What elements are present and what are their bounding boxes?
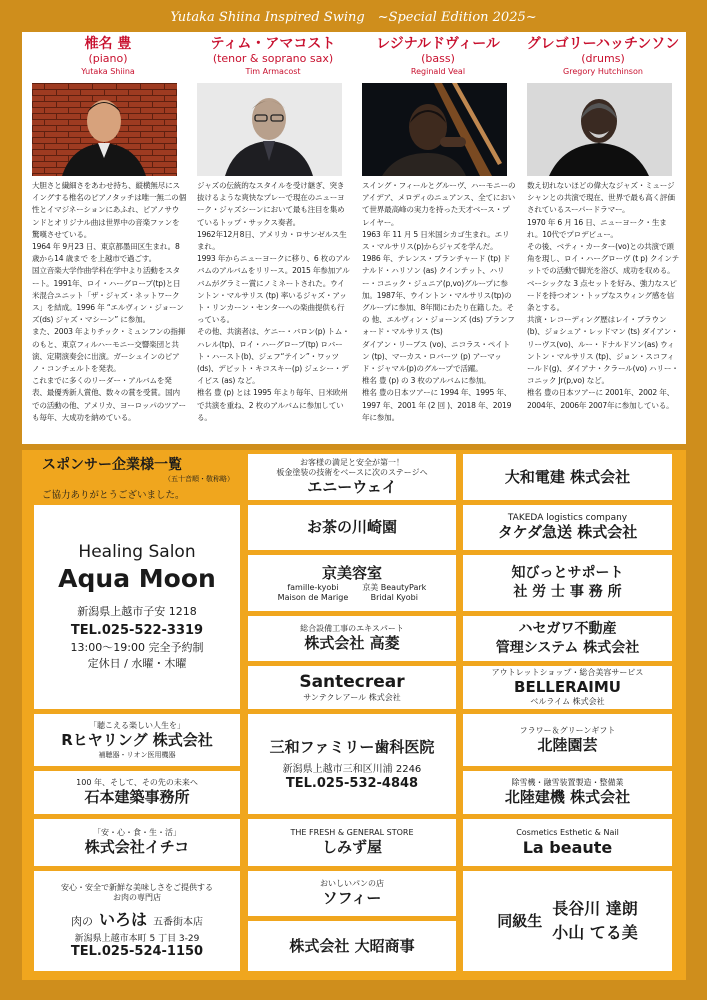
member-card-veal <box>358 36 518 424</box>
sponsor-brand: 京美 BeautyPark <box>362 582 427 592</box>
sponsor-tagline: 板金塗装の技術をベースに次のステージへ <box>276 467 428 477</box>
member-name-en: Yutaka Shiina <box>81 67 135 76</box>
sponsor-name: 株式会社 大昭商事 <box>289 936 415 955</box>
sponsor-sanwa <box>248 714 456 814</box>
sponsor-tagline: お客様の満足と安全が第一！ <box>300 457 404 467</box>
member-bio: スイング・フィールとグルーヴ、ハーモニーのアイデア、メロディのニュアンス、全てにおいて世界最高峰の実力を持った天才ベース・プレイヤー。 1963 年 11 月 5 日米国シカゴ生まれ。エリス・マルサリス(p)からジャズを学んだ。1986 年、テレンス・ブランチャード (tp) ドナルド・ハリソン (as) クインテット、ハリー・コニック・ジュニア(p,vo)グループに参加。1987年、ウイントン・マルサリス(tp)のグループに参加、8年間にわたり在籍した。その 他、エルヴィン・ジョーンズ (ds) ブランフォード・マルサリス (ts) ダイアン・リーブス (vo)、ニコラス・ペイトン (tp)、マーカス・ロバーツ (p) アーマッド・ジャマル(p)のグループで活躍。 椎名 豊 (p) の 3 枚のアルバムに参加。 椎名 豊の日本ツアーに 1994 年、1995 年、1997 年、2001 年 (2 回 )、2018 年、2019 年に参加。 <box>362 181 516 422</box>
member-name-en: Reginald Veal <box>410 67 466 76</box>
sponsor-order-note: （五十音順・敬称略） <box>164 475 234 483</box>
sponsor-name: 大和電建 株式会社 <box>504 467 631 486</box>
member-photo <box>527 83 672 176</box>
sponsor-tagline: THE FRESH & GENERAL STORE <box>290 828 414 837</box>
member-bio: 大胆さと繊細さをあわせ持ち、縦横無尽にスイングする椎名のピアノタッチは唯一無二の個性とイマジネーションにあふれ、ピアノサウンドとオリジナル曲は世界中の音楽ファンを驚嘆させている。 1964 年 9月23 日、東京都墨田区生まれ。8歳から14 歳まで を上越市で過ごす。 国立音楽大学作曲学科在学中より活動をスタート。1991年、ロイ・ハーグローブ(tp)と日米混合ユニット「ザ・ジャズ・ネットワークス」を結成。1996 年 “エルヴィン・ジョーンズ(ds) ジャズ・マシーン” に参加。 また、2003 年よりチック・ミュンフンの指揮のもと、東京フィルハーモニー交響楽団と共演、定期演奏会に出演。ガーシュインのピアノ・コンチェルトを発表。 これまでに多くのリーダー・アルバムを発表、最優秀新人賞他、数々の賞を受賞。国内での活動の他、アメリカ、ヨーロッパのツアーも毎年、大成功を納めている。 <box>32 181 186 422</box>
member-name-en: Gregory Hutchinson <box>563 67 643 76</box>
sponsor-kawasaki <box>248 505 456 550</box>
page-title: Yutaka Shiina Inspired Swing ~Special Edition 2025~ <box>170 10 537 25</box>
sponsor-subtitle: サンテクレアール 株式会社 <box>303 693 401 702</box>
sponsor-subtitle: 補聴器・リオン医用機器 <box>98 750 176 759</box>
member-name-en: Tim Armacost <box>245 67 301 76</box>
sponsor-name: しみず屋 <box>321 838 382 856</box>
sponsor-name: 株式会社イチコ <box>84 838 190 856</box>
sponsor-hokuriku-kenki <box>463 771 672 814</box>
sponsor-takabishi <box>248 616 456 661</box>
sponsor-name: 北陸建機 株式会社 <box>504 788 631 806</box>
sponsor-address: 新潟県上越市子安 1218 <box>77 605 197 618</box>
sponsor-title: スポンサー企業様一覧 <box>42 457 182 473</box>
member-instrument: (tenor & soprano sax) <box>212 52 334 65</box>
member-bio: 数え切れないほどの偉大なジャズ・ミュージシャンとの共演で現在、世界で最も高く評価されているスーパードラマー。 1970 年 6 月 16 日、ニューヨーク・生まれ。10代でプロデビュー。 その後、ベティ・カーター(vo)との共演で頭角を現し、ロイ・ハーグローヴ (t p) クインテットでの活動で脚光を浴び、成功を収める。 ベーシックな 3 点セットを好み、強力なスピードを持つオン・トップなスウィング感を信条とする。 共演・レコーディング歴はレイ・ブラウン(b)、ジョシュア・レッドマン (ts) ダイアン・リーヴス(vo)、ルー・ドナルドソン(as) ウィントン・マルサリス (tp)、ジョン・スコフィールド(g)、ダイアナ・クラール(vo) ハリー・コニック Jr(p,vo) など。 椎名 豊の日本ツアーに 2001年、2002 年、2004年、2006年 2007年に参加している。 <box>527 181 680 410</box>
sponsor-name: 管理システム 株式会社 <box>495 639 640 656</box>
member-name-ja: グレゴリーハッチンソン <box>526 36 680 52</box>
sponsor-name: タケダ急送 株式会社 <box>497 523 638 541</box>
sponsor-sophie <box>248 871 456 916</box>
sponsor-tagline: Cosmetics Esthetic & Nail <box>516 828 619 837</box>
sponsor-name: 株式会社 高菱 <box>304 634 400 652</box>
member-photo <box>32 83 177 176</box>
sponsor-hokuriku-engei <box>463 714 672 766</box>
sponsor-classmates <box>463 871 672 971</box>
sponsor-brand: famille-kyobi <box>287 582 339 592</box>
sponsor-name: 三和ファミリー歯科医院 <box>269 737 435 756</box>
sponsor-header <box>34 454 242 500</box>
classmate-name: 長谷川 達朗 <box>552 899 638 918</box>
sponsor-tagline: アウトレットショップ・総合美容サービス <box>491 668 644 677</box>
sponsor-name: 北陸園芸 <box>537 735 598 754</box>
member-instrument: (drums) <box>581 52 625 65</box>
sponsor-any-way <box>248 454 456 500</box>
member-name-ja: ティム・アマコスト <box>210 36 336 52</box>
classmates-label: 同級生 <box>497 911 543 930</box>
sponsor-name: Aqua Moon <box>58 564 216 593</box>
member-name-ja: レジナルドヴィール <box>376 36 500 52</box>
sponsor-la-beaute <box>463 819 672 866</box>
sponsor-name: 京美容室 <box>321 563 382 582</box>
sponsor-name: Rヒヤリング 株式会社 <box>61 730 213 749</box>
classmate-name: 小山 てる美 <box>552 923 638 942</box>
sponsor-name: BELLERAIMU <box>514 678 621 696</box>
sponsor-hasegawa <box>463 616 672 661</box>
sponsor-tagline: 「安・心・食・生・活」 <box>93 828 181 837</box>
sponsor-tel: TEL.025-524-1150 <box>70 944 204 959</box>
member-bio: ジャズの伝統的なスタイルを受け継ぎ、突き抜けるような爽快なプレーで現在のニューヨーク・ジャズシーンにおいて最も注目を集めているトップ・サックス奏者。 1962年12月8日、アメリカ・ロサンゼルス生まれ。 1993 年からニューヨークに移り、6 枚のアルバムのアルバムをリリース。2015 年参加アルバムがグラミー賞にノミネートされた。ウイントン・マルサリス (tp) 率いるジャズ・アット・リンカーン・センターへの楽曲提供も行っている。 その他、共演者は、ケニー・バロン(p) トム・ハレル(tp)、ロイ・ハーグローブ(tp) ロバート・ハースト(b)、ジェフ“テイン”・ワッツ (ds)、デビット・キコスキー(p) ジェシー・デイビス (as) など。 椎名 豊 (p) とは 1995 年より毎年、日米欧州で共演を重ね、2 枚のアルバムに参加している。 <box>197 181 350 422</box>
sponsor-name: ソフィー <box>322 889 382 907</box>
sponsor-brand: Bridal Kyobi <box>370 592 418 602</box>
sponsor-address: 新潟県上越市三和区川浦 2246 <box>282 763 422 775</box>
sponsor-takeda <box>463 505 672 550</box>
sponsor-tel: TEL.025-522-3319 <box>70 623 204 638</box>
sponsor-thanks: ご協力ありがとうございました。 <box>42 490 185 501</box>
sponsor-belleraimu <box>463 666 672 709</box>
sponsor-name: 社 労 士 事 務 所 <box>513 584 622 600</box>
sponsor-section <box>22 450 686 980</box>
sponsor-kyobi <box>248 555 456 611</box>
sponsor-name: エニーウェイ <box>307 477 397 496</box>
sponsor-ichiko <box>34 819 240 866</box>
sponsor-santecrear <box>248 666 456 709</box>
member-photo <box>197 83 342 176</box>
sponsor-name: 石本建築事務所 <box>84 788 190 806</box>
sponsor-prefix: 肉の <box>70 915 93 928</box>
sponsor-address: 新潟県上越市本町 5 丁目 3-29 <box>74 934 200 944</box>
sponsor-branch: 五番街本店 <box>153 917 203 928</box>
member-name-ja: 椎名 豊 <box>84 36 132 52</box>
sponsor-tagline: 100 年、そして、その先の未来へ <box>76 778 198 787</box>
sponsor-name: お茶の川崎園 <box>306 518 397 536</box>
sponsor-tagline: おいしいパンの店 <box>320 879 384 888</box>
member-card-armacost <box>193 36 353 424</box>
sponsor-tagline: 除雪機・融雪装置製造・整備業 <box>511 778 624 787</box>
sponsor-name: いろは <box>98 910 147 929</box>
member-card-hutchinson <box>523 36 683 412</box>
sponsor-name: La beaute <box>522 838 613 857</box>
sponsor-aqua-moon <box>34 505 240 709</box>
sponsor-tel: TEL.025-532-4848 <box>285 775 419 791</box>
sponsor-name: ハセガワ不動産 <box>518 620 617 637</box>
sponsor-tagline: TAKEDA logistics company <box>507 513 628 523</box>
member-instrument: (bass) <box>421 52 455 65</box>
sponsor-taisho <box>248 921 456 971</box>
sponsor-tagline: 安心・安全で新鮮な美味しさをご提供する <box>61 883 213 892</box>
sponsor-name: 知びっとサポート <box>511 565 624 581</box>
sponsor-closed-days: 定休日 / 水曜・木曜 <box>87 657 187 670</box>
sponsor-daiwa <box>463 454 672 500</box>
sponsor-tagline: お肉の専門店 <box>113 893 161 902</box>
sponsor-ishimoto <box>34 771 240 814</box>
sponsor-name: Santecrear <box>299 672 405 692</box>
sponsor-shimizuya <box>248 819 456 866</box>
member-card-shiina <box>28 36 188 424</box>
sponsor-iroha <box>34 871 240 971</box>
sponsor-r-hearing <box>34 714 240 766</box>
sponsor-tagline: フラワー＆グリーンギフト <box>519 725 616 735</box>
sponsor-brand: Maison de Marige <box>277 592 349 602</box>
sponsor-name: Healing Salon <box>78 542 196 562</box>
member-instrument: (piano) <box>88 52 128 65</box>
sponsor-hours: 13:00〜19:00 完全予約制 <box>70 641 204 654</box>
member-photo <box>362 83 507 176</box>
sponsor-subtitle: ベルライム 株式会社 <box>530 697 605 706</box>
sponsor-tagline: 「聴こえる楽しい人生を」 <box>89 720 185 730</box>
members-panel <box>22 32 686 444</box>
sponsor-shirou <box>463 555 672 611</box>
sponsor-tagline: 総合設備工事のエキスパート <box>300 624 404 633</box>
